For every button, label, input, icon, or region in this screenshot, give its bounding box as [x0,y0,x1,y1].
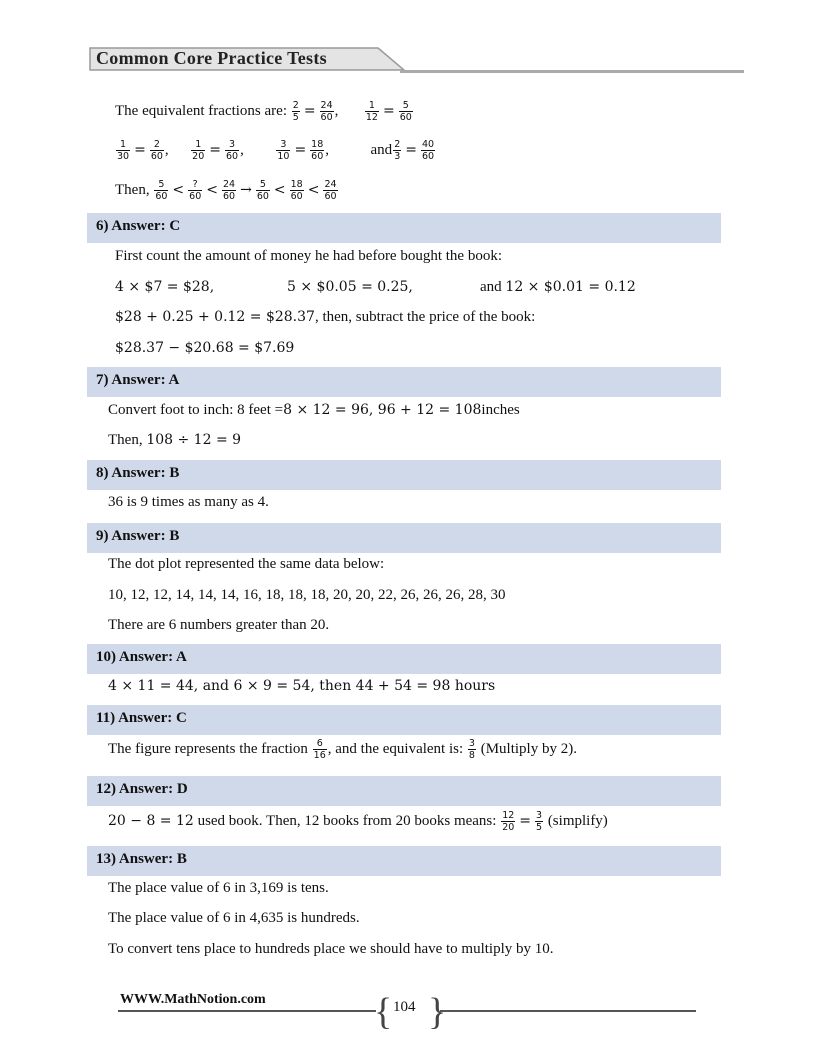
answer-band-9 [87,523,721,553]
answer-heading-8: 8) Answer: B [96,465,180,481]
left-brace-icon: { [374,991,393,1033]
answer-heading-7: 7) Answer: A [96,372,180,388]
q7-inches-word: inches [481,402,520,418]
q7-line-1 [108,402,520,419]
q10-line-1: 4 × 11 = 44, and 6 × 9 = 54, then 44 + 54 = 98 hours [108,678,496,694]
q7-convert-text: Convert foot to inch: 8 feet = [108,402,284,418]
right-brace-icon: } [428,991,447,1033]
q11-text-b: , and the equivalent is: [327,740,467,757]
q7-line-2 [108,432,241,449]
intro-line-1: The equivalent fractions are: $\frac{2}{5}$ = $\frac{24}{60}$ , $\frac{1}{12}$ = $\frac{5}{60}$ [115,100,412,123]
answer-band-8 [87,460,721,490]
q12-subtract-calc: 20 − 8 = 12 [108,812,194,829]
q7-divide-calc: 108 ÷ 12 = 9 [146,432,242,448]
intro-text: The equivalent fractions are: [115,102,291,119]
q12-line-1: 20 − 8 = 12 used book. Then, 12 books from 20 books means: $\frac{12}{20}$ = $\frac{3}{5}$ (simplify) [108,810,608,833]
answer-band-7 [87,367,721,397]
q6-line-3 [115,309,535,326]
footer-rule-left [118,1010,376,1012]
q6-and-word: and [480,279,502,295]
q6-line-3-text: , then, subtract the price of the book: [314,309,536,325]
header-rule [400,70,744,73]
intro-line-2: $\frac{1}{30}$ = $\frac{2}{60}$ , $\frac{1}{20}$ = $\frac{3}{60}$ , $\frac{3}{10}$ = $\frac{18}{60}$ , and $\frac{2}{3}$ = $\frac{40}{60}$ [117,139,435,162]
q7-convert-calc: 8 × 12 = 96, 96 + 12 = 108 [283,402,482,418]
q6-line-1: First count the amount of money he had before bought the book: [115,248,503,264]
answer-heading-13: 13) Answer: B [96,851,187,867]
q9-line-1: The dot plot represented the same data below: [108,556,385,572]
q13-line-2: The place value of 6 in 4,635 is hundreds. [108,910,360,926]
q13-line-1: The place value of 6 in 3,169 is tens. [108,880,329,896]
q8-line-1: 36 is 9 times as many as 4. [108,494,269,510]
q9-line-2: 10, 12, 12, 14, 14, 14, 16, 18, 18, 18, 20, 20, 22, 26, 26, 26, 28, 30 [108,587,506,603]
answer-heading-10: 10) Answer: A [96,649,187,665]
intro-then-text: Then, [115,181,154,198]
q11-line-1: The figure represents the fraction $\frac{6}{16}$ , and the equivalent is: $\frac{3}{8}$ (Multiply by 2). [108,738,577,761]
footer-rule-right [440,1010,696,1012]
q6-cents-calc: 12 × $0.01 = 0.12 [505,279,636,295]
q13-line-3: To convert tens place to hundreds place we should have to multiply by 10. [108,941,554,957]
q11-text-a: The figure represents the fraction [108,740,312,757]
q7-then-text: Then, [108,432,147,448]
q12-text-b: used book. Then, 12 books from 20 books means: [193,812,501,829]
header-title: Common Core Practice Tests [96,48,327,68]
q6-line-4: $28.37 − $20.68 = $7.69 [115,340,295,356]
answer-band-6 [87,213,721,243]
answer-heading-9: 9) Answer: B [96,528,180,544]
q6-total-calc: $28 + 0.25 + 0.12 = $28.37 [115,309,315,325]
q9-line-3: There are 6 numbers greater than 20. [108,617,330,633]
q11-text-c: (Multiply by 2). [476,740,577,757]
q12-text-c: (simplify) [544,812,608,829]
answer-heading-11: 11) Answer: C [96,710,187,726]
q6-line-2b: 5 × $0.05 = 0.25, [287,279,413,295]
page-number: 104 [393,999,416,1015]
answer-heading-12: 12) Answer: D [96,781,188,797]
answer-heading-6: 6) Answer: C [96,218,181,234]
intro-line-3: Then, $\frac{5}{60}$ < $\frac{?}{60}$ < $\frac{24}{60}$ → $\frac{5}{60}$ < $\frac{18}{60}$ < $\frac{24}{60}$ [115,179,337,202]
q6-line-2c [480,279,636,296]
q6-line-2a: 4 × $7 = $28, [115,279,215,295]
footer-website: WWW.MathNotion.com [120,992,266,1007]
